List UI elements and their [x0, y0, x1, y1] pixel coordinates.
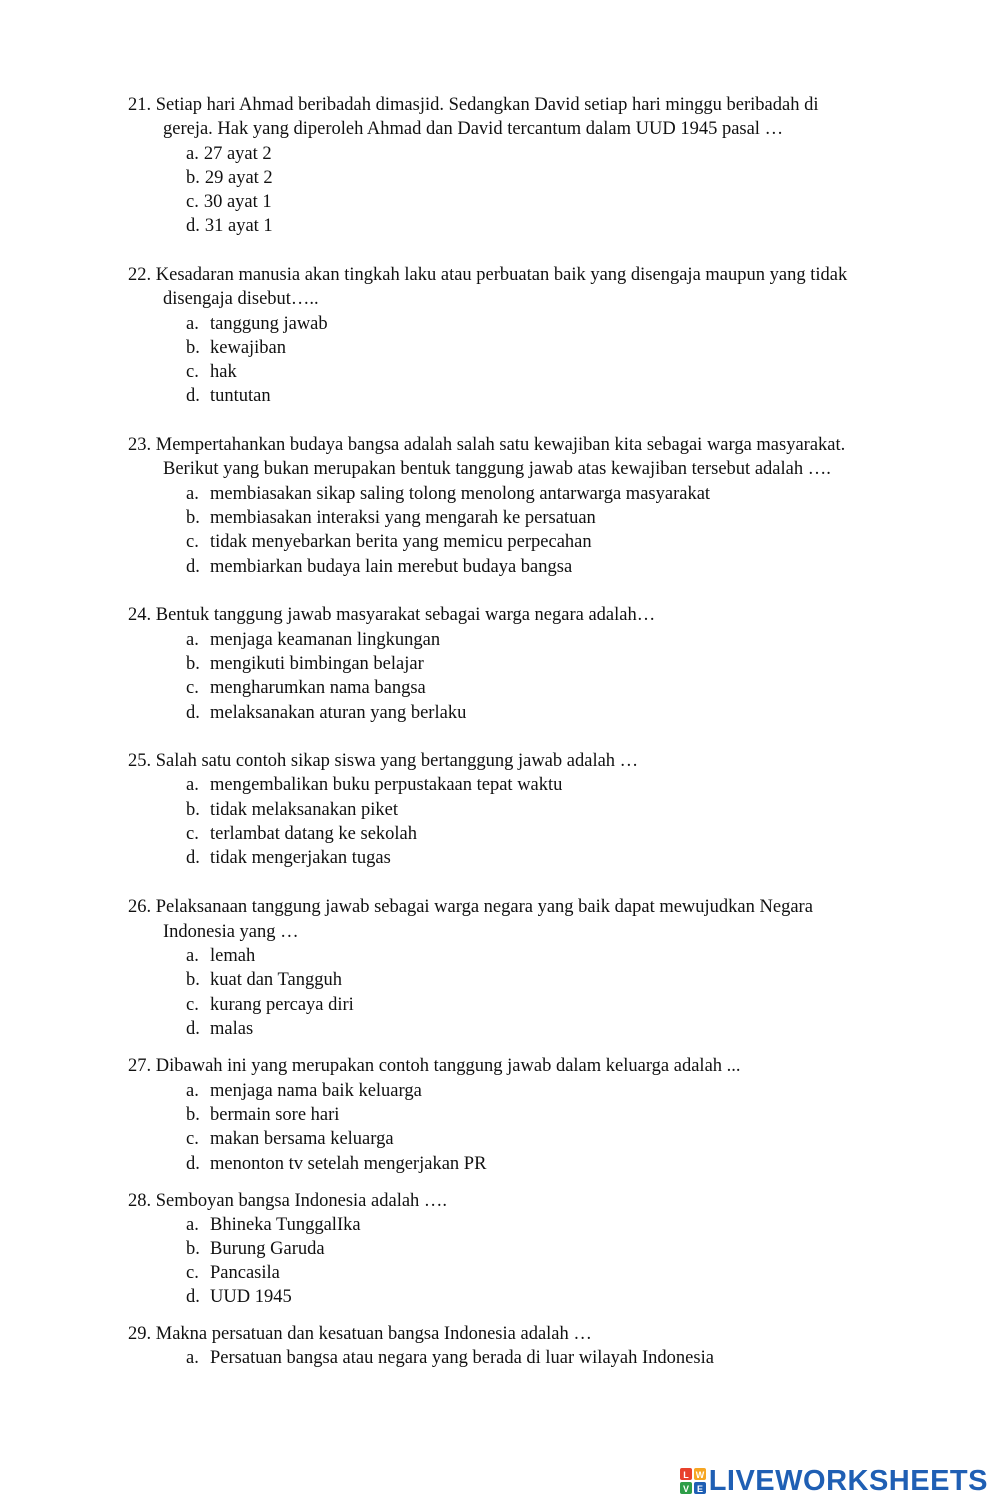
option-letter: a.: [186, 1215, 199, 1235]
question-text: disengaja disebut…..: [163, 289, 319, 309]
answer-option-b[interactable]: [186, 968, 342, 992]
option-letter: b.: [186, 800, 200, 820]
answer-option-a[interactable]: [186, 944, 255, 968]
option-text: tidak mengerjakan tugas: [210, 848, 391, 868]
answer-option-c[interactable]: [186, 993, 354, 1017]
answer-option-b[interactable]: [186, 798, 398, 822]
option-text: mengharumkan nama bangsa: [210, 678, 426, 698]
answer-option-d[interactable]: [186, 846, 391, 870]
option-text: melaksanakan aturan yang berlaku: [210, 703, 467, 723]
answer-option-c[interactable]: [186, 1127, 394, 1151]
option-text: kewajiban: [210, 338, 287, 358]
option-text: mengembalikan buku perpustakaan tepat waktu: [210, 775, 563, 795]
question-text: 21. Setiap hari Ahmad beribadah dimasjid. Sedangkan David setiap hari minggu beribadah di: [128, 95, 819, 115]
option-text: Pancasila: [210, 1263, 280, 1283]
logo-text: LIVEWORKSHEETS: [708, 1464, 988, 1497]
option-letter: d.: [186, 557, 200, 577]
option-letter: d.: [186, 703, 200, 723]
question-text: 23. Mempertahankan budaya bangsa adalah salah satu kewajiban kita sebagai warga masyarakat.: [128, 435, 846, 455]
option-text: 27 ayat 2: [203, 144, 272, 164]
answer-option-a[interactable]: [186, 773, 562, 797]
answer-option-c[interactable]: [186, 822, 417, 846]
option-text: hak: [210, 362, 237, 382]
option-letter: c.: [186, 1129, 199, 1149]
option-letter: a.: [186, 144, 199, 164]
option-text: kurang percaya diri: [210, 995, 354, 1015]
question-text: 26. Pelaksanaan tanggung jawab sebagai warga negara yang baik dapat mewujudkan Negara: [128, 897, 813, 917]
badge-letter: E: [696, 1484, 703, 1494]
answer-option-a[interactable]: [186, 482, 710, 506]
option-text: tuntutan: [210, 386, 271, 406]
answer-option-d[interactable]: [186, 701, 466, 725]
question-text: Indonesia yang …: [163, 922, 299, 942]
answer-option-a[interactable]: [186, 1079, 422, 1103]
question-text: 29. Makna persatuan dan kesatuan bangsa Indonesia adalah …: [128, 1324, 592, 1344]
badge-letter: W: [695, 1470, 704, 1480]
answer-option-d[interactable]: [186, 1152, 486, 1176]
answer-option-c[interactable]: [186, 530, 592, 554]
option-letter: d.: [186, 216, 200, 236]
option-text: terlambat datang ke sekolah: [210, 824, 418, 844]
option-text: tanggung jawab: [210, 314, 328, 334]
liveworksheets-badge-icon: [680, 1468, 706, 1494]
answer-option-b[interactable]: [186, 1103, 339, 1127]
option-text: membiasakan interaksi yang mengarah ke persatuan: [210, 508, 596, 528]
option-text: Persatuan bangsa atau negara yang berada di luar wilayah Indonesia: [210, 1348, 714, 1368]
answer-option-d[interactable]: [186, 1017, 253, 1041]
option-text: 29 ayat 2: [204, 168, 273, 188]
option-text: UUD 1945: [210, 1287, 292, 1307]
answer-option-a[interactable]: [186, 1213, 361, 1237]
question-text: Berikut yang bukan merupakan bentuk tanggung jawab atas kewajiban tersebut adalah ….: [163, 459, 831, 479]
option-text: lemah: [210, 946, 256, 966]
option-letter: b.: [186, 1239, 200, 1259]
question-text: 25. Salah satu contoh sikap siswa yang bertanggung jawab adalah …: [128, 751, 639, 771]
option-letter: a.: [186, 775, 199, 795]
answer-option-b[interactable]: [186, 652, 424, 676]
option-letter: c.: [186, 1263, 199, 1283]
option-letter: a.: [186, 1348, 199, 1368]
option-letter: b.: [186, 508, 200, 528]
option-letter: b.: [186, 654, 200, 674]
answer-option-a[interactable]: [186, 1346, 714, 1370]
badge-letter: V: [682, 1484, 689, 1494]
option-letter: c.: [186, 532, 199, 552]
option-text: 30 ayat 1: [203, 192, 272, 212]
option-letter: b.: [186, 168, 200, 188]
question-text: 22. Kesadaran manusia akan tingkah laku atau perbuatan baik yang disengaja maupun yang tidak: [128, 265, 848, 285]
option-text: menjaga nama baik keluarga: [210, 1081, 422, 1101]
option-text: Burung Garuda: [210, 1239, 325, 1259]
answer-option-d[interactable]: [186, 384, 271, 408]
answer-option-c[interactable]: [186, 1261, 280, 1285]
answer-option-a[interactable]: [186, 142, 272, 166]
option-letter: c.: [186, 362, 199, 382]
option-text: menjaga keamanan lingkungan: [210, 630, 441, 650]
option-text: makan bersama keluarga: [210, 1129, 394, 1149]
option-letter: a.: [186, 630, 199, 650]
option-letter: b.: [186, 1105, 200, 1125]
option-letter: b.: [186, 970, 200, 990]
option-text: 31 ayat 1: [204, 216, 273, 236]
option-letter: d.: [186, 1019, 200, 1039]
question-text: 27. Dibawah ini yang merupakan contoh tanggung jawab dalam keluarga adalah ...: [128, 1056, 741, 1076]
answer-option-d[interactable]: [186, 1285, 292, 1309]
option-letter: c.: [186, 995, 199, 1015]
option-letter: c.: [186, 678, 199, 698]
option-letter: a.: [186, 484, 199, 504]
badge-letter: L: [682, 1470, 689, 1480]
option-text: membiasakan sikap saling tolong menolong antarwarga masyarakat: [210, 484, 711, 504]
option-letter: d.: [186, 848, 200, 868]
option-text: Bhineka TunggalIka: [210, 1215, 361, 1235]
answer-option-d[interactable]: [186, 214, 273, 238]
question-text: gereja. Hak yang diperoleh Ahmad dan David tercantum dalam UUD 1945 pasal …: [163, 119, 784, 139]
option-text: mengikuti bimbingan belajar: [210, 654, 424, 674]
option-text: membiarkan budaya lain merebut budaya bangsa: [210, 557, 573, 577]
option-letter: c.: [186, 192, 199, 212]
option-text: malas: [210, 1019, 254, 1039]
option-text: tidak menyebarkan berita yang memicu perpecahan: [210, 532, 592, 552]
option-letter: d.: [186, 386, 200, 406]
option-letter: a.: [186, 1081, 199, 1101]
answer-option-b[interactable]: [186, 166, 273, 190]
option-text: tidak melaksanakan piket: [210, 800, 399, 820]
question-text: 24. Bentuk tanggung jawab masyarakat sebagai warga negara adalah…: [128, 605, 656, 625]
answer-option-a[interactable]: [186, 628, 440, 652]
answer-option-b[interactable]: [186, 336, 286, 360]
option-letter: a.: [186, 314, 199, 334]
option-letter: c.: [186, 824, 199, 844]
answer-option-c[interactable]: [186, 360, 237, 384]
option-text: bermain sore hari: [210, 1105, 340, 1125]
option-letter: b.: [186, 338, 200, 358]
answer-option-a[interactable]: [186, 312, 328, 336]
answer-option-b[interactable]: [186, 506, 596, 530]
option-letter: d.: [186, 1287, 200, 1307]
option-text: kuat dan Tangguh: [210, 970, 342, 990]
answer-option-d[interactable]: [186, 555, 572, 579]
option-letter: d.: [186, 1154, 200, 1174]
answer-option-b[interactable]: [186, 1237, 325, 1261]
option-letter: a.: [186, 946, 199, 966]
option-text: menonton tv setelah mengerjakan PR: [210, 1154, 487, 1174]
question-text: 28. Semboyan bangsa Indonesia adalah ….: [128, 1191, 448, 1211]
answer-option-c[interactable]: [186, 676, 426, 700]
liveworksheets-logo[interactable]: [680, 1465, 988, 1497]
answer-option-c[interactable]: [186, 190, 272, 214]
